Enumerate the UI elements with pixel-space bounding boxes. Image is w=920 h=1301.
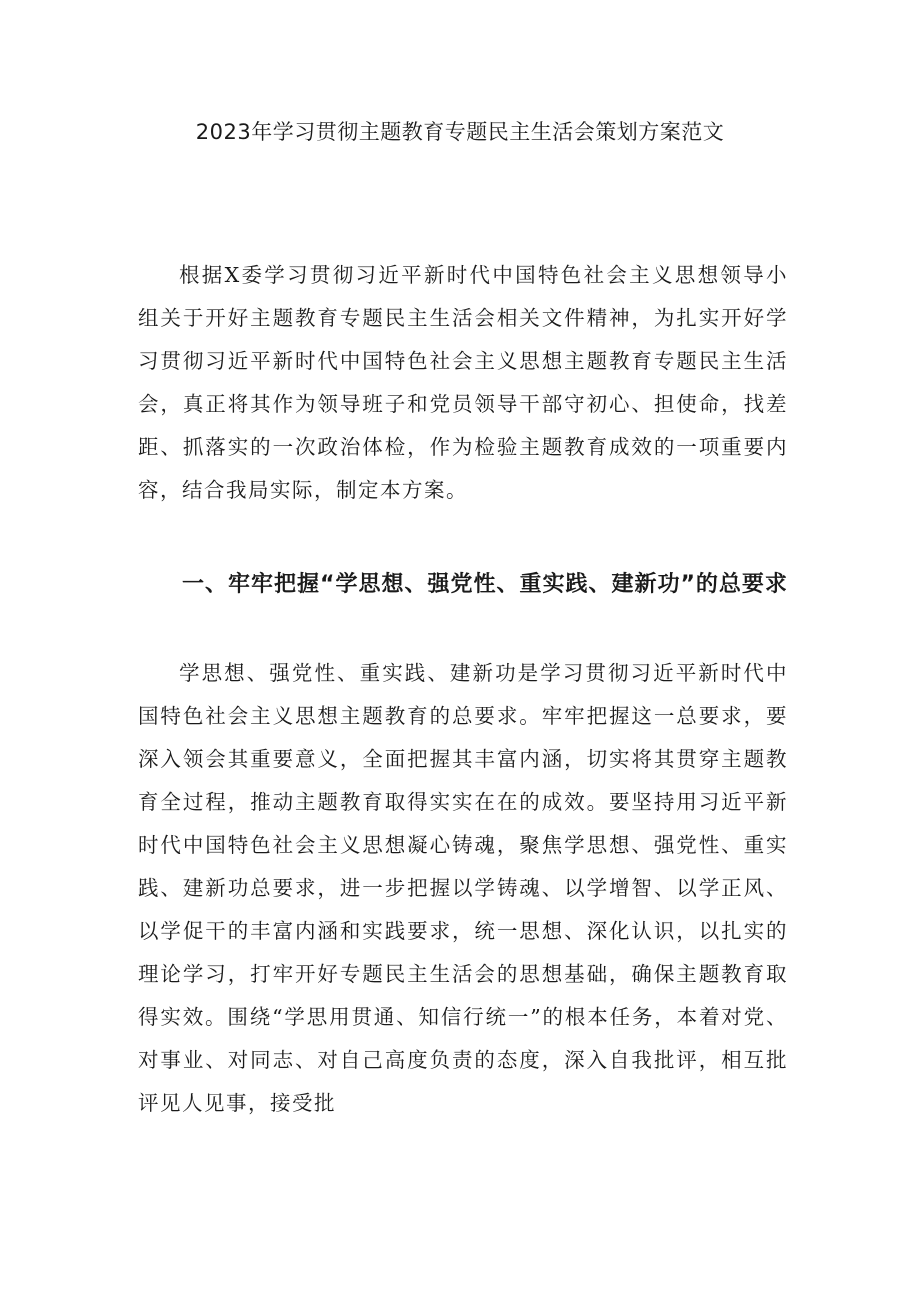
intro-paragraph: 根据X委学习贯彻习近平新时代中国特色社会主义思想领导小组关于开好主题教育专题民主生活会相关文件精神，为扎实开好学习贯彻习近平新时代中国特色社会主义思想主题教育专题民主生活会，真正将其作为领导班子和党员领导干部守初心、担使命，找差距、抓落实的一次政治体检，作为检验主题教育成效的一项重要内容，结合我局实际，制定本方案。	[138, 263, 788, 502]
section-heading: 一、牢牢把握“学思想、强党性、重实践、建新功”的总要求	[182, 572, 788, 597]
section-paragraph: 学思想、强党性、重实践、建新功是学习贯彻习近平新时代中国特色社会主义思想主题教育的总要求。牢牢把握这一总要求，要深入领会其重要意义，全面把握其丰富内涵，切实将其贯穿主题教育全过程，推动主题教育取得实实在在的成效。要坚持用习近平新时代中国特色社会主义思想凝心铸魂，聚焦学思想、强党性、重实践、建新功总要求，进一步把握以学铸魂、以学增智、以学正风、以学促干的丰富内涵和实践要求，统一思想、深化认识，以扎实的理论学习，打牢开好专题民主生活会的思想基础，确保主题教育取得实效。围绕“学思用贯通、知信行统一”的根本任务，本着对党、对事业、对同志、对自己高度负责的态度，深入自我批评，相互批评见人见事，接受批	[138, 661, 788, 1115]
document-title: 2023年学习贯彻主题教育专题民主生活会策划方案范文	[195, 120, 725, 144]
